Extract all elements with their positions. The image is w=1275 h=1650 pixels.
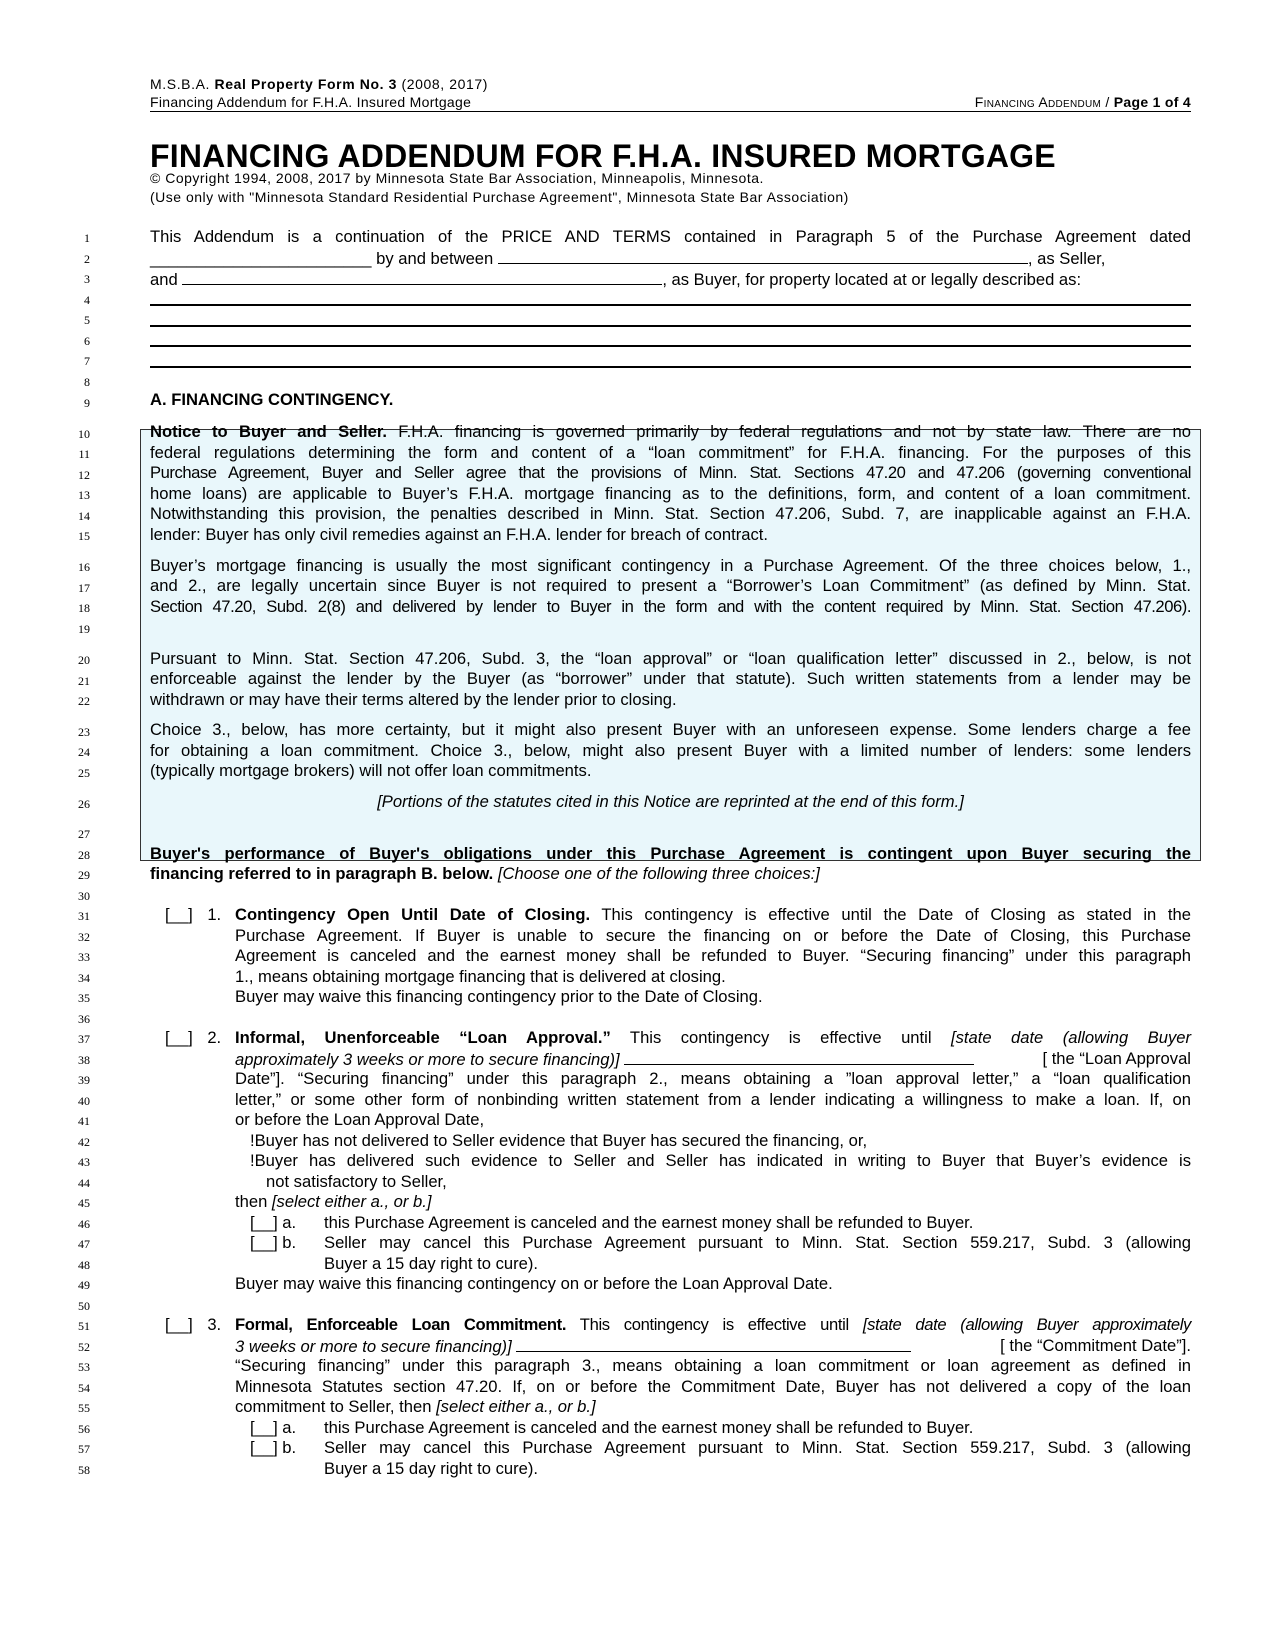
line-number: 16 — [78, 560, 90, 574]
line-number: 28 — [78, 848, 90, 862]
line-number: 19 — [78, 622, 90, 636]
line-number: 2 — [84, 252, 90, 266]
choice-2-option-a-checkbox[interactable]: [__] a. — [250, 1213, 297, 1232]
line-number: 5 — [84, 313, 90, 327]
line-number: 10 — [78, 427, 90, 441]
line-number: 30 — [78, 889, 90, 903]
choice-3-option-b-text-2: Buyer a 15 day right to cure). — [324, 1459, 538, 1478]
line-number: 51 — [78, 1319, 90, 1333]
line-number: 36 — [78, 1012, 90, 1026]
line-number: 21 — [78, 674, 90, 688]
loan-approval-date-field[interactable] — [624, 1048, 974, 1065]
choice-1-checkbox[interactable]: [__] 1. — [165, 905, 222, 924]
line-number: 32 — [78, 930, 90, 944]
line-number: 34 — [78, 971, 90, 985]
line-number: 31 — [78, 909, 90, 923]
commitment-date-field[interactable] — [516, 1335, 911, 1352]
line-number: 40 — [78, 1094, 90, 1108]
line-number: 13 — [78, 488, 90, 502]
line-number: 47 — [78, 1237, 90, 1251]
header-subtitle: Financing Addendum for F.H.A. Insured Mortgage — [150, 94, 472, 110]
property-line-3[interactable] — [150, 345, 1191, 347]
choice-2-checkbox[interactable]: [__] 2. — [165, 1028, 222, 1047]
line-number: 52 — [78, 1340, 90, 1354]
choice-3-checkbox[interactable]: [__] 3. — [165, 1315, 222, 1334]
line-number: 27 — [78, 827, 90, 841]
form-id: M.S.B.A. Real Property Form No. 3 (2008, 2017) — [150, 76, 489, 92]
line-number: 44 — [78, 1176, 90, 1190]
choice-2-line-1: Informal, Unenforceable “Loan Approval.” This contingency is effective until [state date (allowing Buyer — [235, 1028, 1191, 1047]
notice-line-15: lender: Buyer has only civil remedies against an F.H.A. lender for breach of contract. — [150, 525, 768, 544]
choice-2-line-2: approximately 3 weeks or more to secure financing)] [ the “Loan Approval — [235, 1049, 1191, 1069]
notice-line-13: home loans) are applicable to Buyer’s F.H.A. mortgage financing as to the definitions, form, and content of a loan commitment. — [150, 484, 1191, 503]
choice-2-option-b-text: Seller may cancel this Purchase Agreement pursuant to Minn. Stat. Section 559.217, Subd. 3 (allowing — [324, 1233, 1191, 1252]
notice-line-26: [Portions of the statutes cited in this Notice are reprinted at the end of this form.] — [377, 792, 964, 811]
choice-3-line-4: Minnesota Statutes section 47.20. If, on or before the Commitment Date, Buyer has not delivered a copy of the loan — [235, 1377, 1191, 1396]
line-number: 8 — [84, 375, 90, 389]
line-number: 37 — [78, 1032, 90, 1046]
property-line-4[interactable] — [150, 366, 1191, 368]
buyer-performance-line-2: financing referred to in paragraph B. below. [Choose one of the following three choices:] — [150, 864, 820, 883]
buyer-field[interactable] — [182, 268, 662, 285]
page-title: FINANCING ADDENDUM FOR F.H.A. INSURED MORTGAGE — [150, 138, 1056, 174]
choice-3-option-a-text: this Purchase Agreement is canceled and the earnest money shall be refunded to Buyer. — [324, 1418, 974, 1437]
line-number: 48 — [78, 1258, 90, 1272]
line-number: 14 — [78, 509, 90, 523]
notice-line-16: Buyer’s mortgage financing is usually the most significant contingency in a Purchase Agreement. Of the three choices below, 1., — [150, 556, 1191, 575]
line-number: 57 — [78, 1442, 90, 1456]
line-number: 50 — [78, 1299, 90, 1313]
choice-2-waive: Buyer may waive this financing contingency on or before the Loan Approval Date. — [235, 1274, 833, 1293]
running-header — [150, 94, 1191, 112]
choice-1-line-1: Contingency Open Until Date of Closing. This contingency is effective until the Date of Closing as stated in the — [235, 905, 1191, 924]
notice-line-17: and 2., are legally uncertain since Buyer is not required to present a “Borrower’s Loan Commitment” (as defined by Minn. Stat. — [150, 576, 1191, 595]
line-number: 4 — [84, 293, 90, 307]
line-number: 56 — [78, 1422, 90, 1436]
line-number: 7 — [84, 354, 90, 368]
line-number: 43 — [78, 1155, 90, 1169]
line-number: 39 — [78, 1073, 90, 1087]
choice-1-line-5: Buyer may waive this financing contingency prior to the Date of Closing. — [235, 987, 763, 1006]
line-number: 24 — [78, 745, 90, 759]
line-number: 49 — [78, 1278, 90, 1292]
choice-2-line-4: letter,” or some other form of nonbinding written statement from a lender indicating a willingness to make a loan. If, on — [235, 1090, 1191, 1109]
choice-2-bullet-2-cont: not satisfactory to Seller, — [266, 1172, 447, 1191]
choice-3-option-a-checkbox[interactable]: [__] a. — [250, 1418, 297, 1437]
notice-line-12: Purchase Agreement, Buyer and Seller agree that the provisions of Minn. Stat. Sections 47.20 and 47.206 (governing conventional — [150, 463, 1191, 482]
notice-line-11: federal regulations determining the form and content of a “loan commitment” for F.H.A. financing. For the purposes of this — [150, 443, 1191, 462]
line-number: 45 — [78, 1196, 90, 1210]
notice-line-24: for obtaining a loan commitment. Choice 3., below, might also present Buyer with a limited number of lenders: some lenders — [150, 741, 1191, 760]
line-number: 29 — [78, 868, 90, 882]
notice-line-14: Notwithstanding this provision, the penalties described in Minn. Stat. Section 47.206, Subd. 7, are inapplicable against an F.H.A. — [150, 504, 1191, 523]
line-number: 6 — [84, 334, 90, 348]
line-number: 15 — [78, 529, 90, 543]
choice-3-option-b-text: Seller may cancel this Purchase Agreement pursuant to Minn. Stat. Section 559.217, Subd. 3 (allowing — [324, 1438, 1191, 1457]
choice-3-line-2: 3 weeks or more to secure financing)] [ the “Commitment Date”]. — [235, 1336, 1191, 1356]
line-number: 26 — [78, 797, 90, 811]
line-number: 58 — [78, 1463, 90, 1477]
section-a-heading: A. FINANCING CONTINGENCY. — [150, 390, 394, 409]
line-number: 35 — [78, 991, 90, 1005]
line-number: 3 — [84, 272, 90, 286]
notice-line-21: enforceable against the lender by the Buyer (as “borrower” under that statute). Such written statements from a lender may be — [150, 669, 1191, 688]
copyright: © Copyright 1994, 2008, 2017 by Minnesota State Bar Association, Minneapolis, Minnesota. — [150, 170, 764, 186]
line-number: 20 — [78, 653, 90, 667]
line-number: 22 — [78, 694, 90, 708]
line-number: 23 — [78, 725, 90, 739]
choice-3-line-1: Formal, Enforceable Loan Commitment. This contingency is effective until [state date (allowing Buyer approximately — [235, 1315, 1191, 1334]
line-number: 53 — [78, 1360, 90, 1374]
choice-2-bullet-2: !Buyer has delivered such evidence to Seller and Seller has indicated in writing to Buyer that Buyer’s evidence is — [250, 1151, 1191, 1170]
line-number: 38 — [78, 1053, 90, 1067]
choice-2-option-b-checkbox[interactable]: [__] b. — [250, 1233, 297, 1252]
property-line-1[interactable] — [150, 304, 1191, 306]
notice-line-10: Notice to Buyer and Seller. F.H.A. financing is governed primarily by federal regulations and not by state law. There are no — [150, 422, 1191, 441]
buyer-performance-line-1: Buyer's performance of Buyer's obligations under this Purchase Agreement is contingent upon Buyer securing the — [150, 844, 1191, 863]
notice-line-22: withdrawn or may have their terms altered by the lender prior to closing. — [150, 690, 677, 709]
use-note: (Use only with "Minnesota Standard Residential Purchase Agreement", Minnesota State Bar Association) — [150, 189, 849, 205]
header-page: Financing Addendum / Page 1 of 4 — [974, 94, 1191, 110]
line-number: 17 — [78, 581, 90, 595]
line-number: 46 — [78, 1217, 90, 1231]
choice-2-line-5: or before the Loan Approval Date, — [235, 1110, 485, 1129]
choice-2-option-b-text-2: Buyer a 15 day right to cure). — [324, 1254, 538, 1273]
line-number: 1 — [84, 231, 90, 245]
seller-field[interactable] — [498, 247, 1028, 264]
line-number: 42 — [78, 1135, 90, 1149]
line-number: 12 — [78, 468, 90, 482]
line-number: 55 — [78, 1401, 90, 1415]
choice-2-line-3: Date”]. “Securing financing” under this paragraph 2., means obtaining a ”loan approval letter,” a “loan qualification — [235, 1069, 1191, 1088]
line-number: 25 — [78, 766, 90, 780]
line-number: 9 — [84, 396, 90, 410]
intro-line-1: This Addendum is a continuation of the PRICE AND TERMS contained in Paragraph 5 of the Purchase Agreement dated — [150, 227, 1191, 246]
line-number: 54 — [78, 1381, 90, 1395]
intro-line-3: and , as Buyer, for property located at or legally described as: — [150, 270, 1082, 289]
choice-2-then: then [select either a., or b.] — [235, 1192, 432, 1211]
choice-2-bullet-1: !Buyer has not delivered to Seller evidence that Buyer has secured the financing, or, — [250, 1131, 868, 1150]
notice-line-23: Choice 3., below, has more certainty, but it might also present Buyer with an unforeseen expense. Some lenders charge a fee — [150, 720, 1191, 739]
line-number: 33 — [78, 950, 90, 964]
notice-line-20: Pursuant to Minn. Stat. Section 47.206, Subd. 3, the “loan approval” or “loan qualification letter” discussed in 2., below, is not — [150, 649, 1191, 668]
choice-3-option-b-checkbox[interactable]: [__] b. — [250, 1438, 297, 1457]
choice-1-line-3: Agreement is canceled and the earnest money shall be refunded to Buyer. “Securing financing” under this paragraph — [235, 946, 1191, 965]
choice-1-line-2: Purchase Agreement. If Buyer is unable to secure the financing on or before the Date of Closing, this Purchase — [235, 926, 1191, 945]
property-line-2[interactable] — [150, 325, 1191, 327]
notice-line-25: (typically mortgage brokers) will not offer loan commitments. — [150, 761, 592, 780]
choice-3-line-5: commitment to Seller, then [select either a., or b.] — [235, 1397, 596, 1416]
intro-line-2: ________________________ by and between , as Seller, — [150, 249, 1106, 268]
notice-line-18: Section 47.20, Subd. 2(8) and delivered by lender to Buyer in the form and with the content required by Minn. Stat. Section 47.206). — [150, 597, 1191, 616]
line-number: 41 — [78, 1114, 90, 1128]
choice-3-line-3: “Securing financing” under this paragraph 3., means obtaining a loan commitment or loan agreement as defined in — [235, 1356, 1191, 1375]
choice-1-line-4: 1., means obtaining mortgage financing that is delivered at closing. — [235, 967, 726, 986]
choice-2-option-a-text: this Purchase Agreement is canceled and the earnest money shall be refunded to Buyer. — [324, 1213, 974, 1232]
line-number: 11 — [78, 447, 90, 461]
line-number: 18 — [78, 601, 90, 615]
